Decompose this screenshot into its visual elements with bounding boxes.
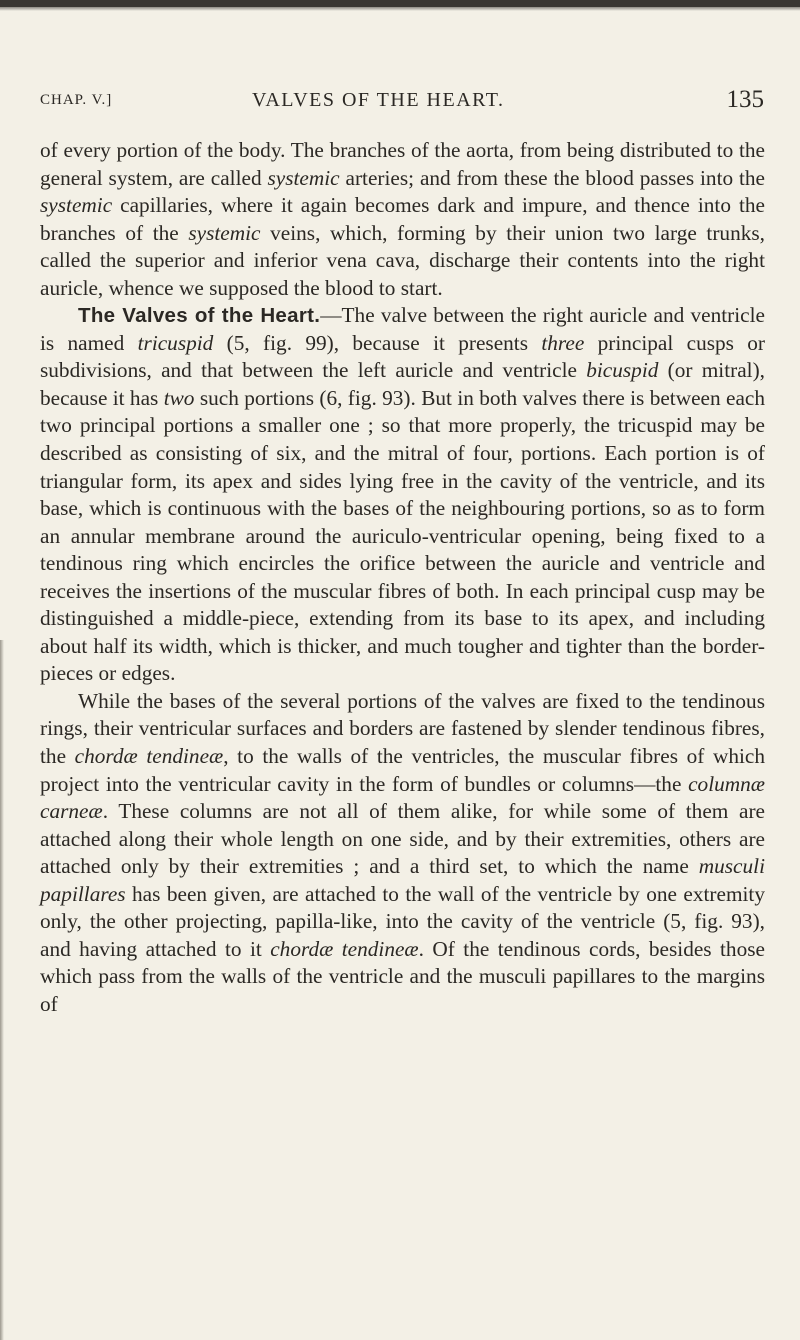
- text-run: arteries; and from these the blood passes into the: [339, 165, 766, 190]
- paragraph: [40, 302, 765, 688]
- text-run: . These columns are not all of them alike, for while some of them are attached along their whole length on one side, and by their extremities, others are attached only by their extremities ; and a third set, to which the name: [40, 799, 765, 879]
- page-top-edge-shadow: [0, 7, 800, 11]
- text-run: principal cusps or subdivisions, and that between the left auricle and ventricle: [40, 330, 766, 383]
- italic-term: chordæ tendineæ: [74, 744, 224, 769]
- italic-term: columnæ carneæ: [40, 771, 765, 824]
- italic-term: systemic: [188, 220, 261, 245]
- chapter-label: CHAP. V.]: [40, 92, 113, 108]
- text-run: has been given, are attached to the wall of the ventricle by one extremity only, the other projecting, papilla-like, into the cavity of the ventricle (5, fig. 93), and having attached to it: [40, 881, 765, 961]
- text-run: such portions (6, fig. 93). But in both valves there is between each two principal portions a smaller one ; so that more properly, the tricuspid may be described as consisting of six, and the mitral of four, portions. Each portion is of triangular form, its apex and sides lying free in the cavity of the ventricle, and its base, which is continuous with the bases of the neighbouring portions, so as to form an annular membrane around the auriculo-ventricular opening, being fixed to a tendinous ring which encircles the orifice between the auricle and ventricle and receives the insertions of the muscular fibres of both. In each principal cusp may be distinguished a middle-piece, extending from its base to its apex, and including about half its width, which is thicker, and much tougher and tighter than the border-pieces or edges.: [40, 385, 765, 686]
- italic-term: musculi papillares: [40, 854, 765, 906]
- page-left-edge-shadow: [0, 640, 4, 1340]
- paragraph: [40, 688, 765, 1019]
- page-number: 135: [726, 86, 764, 113]
- text-run: veins, which, forming by their union two large trunks, called the superior and inferior vena cava, discharge their contents into the right auricle, whence we supposed the blood to start.: [40, 220, 765, 300]
- italic-term: systemic: [267, 165, 340, 190]
- italic-term: two: [163, 385, 195, 410]
- text-run: While the bases of the several portions of the valves are fixed to the tendinous rings, their ventricular surfaces and borders are fastened by slender tendinous fibres, the: [40, 688, 765, 769]
- italic-term: chordæ tendineæ: [270, 936, 419, 961]
- text-run: —The valve between the right auricle and ventricle is named: [40, 303, 765, 355]
- page-top-edge: [0, 0, 800, 7]
- running-title: VALVES OF THE HEART.: [252, 89, 505, 111]
- text-run: capillaries, where it again becomes dark and impure, and thence into the branches of the: [40, 193, 765, 245]
- body-text: [40, 137, 765, 1019]
- text-run: of every portion of the body. The branches of the aorta, from being distributed to the general system, are called: [40, 138, 765, 190]
- italic-term: three: [541, 330, 585, 355]
- running-header: [40, 86, 764, 120]
- italic-term: tricuspid: [137, 330, 214, 355]
- text-run: . Of the tendinous cords, besides those which pass from the walls of the ventricle and the musculi papillares to the margins of: [40, 936, 765, 1016]
- italic-term: systemic: [40, 193, 113, 218]
- text-run: , to the walls of the ventricles, the muscular fibres of which project into the ventricular cavity in the form of bundles or columns—the: [40, 744, 765, 796]
- italic-term: bicuspid: [586, 358, 659, 383]
- section-heading: The Valves of the Heart.: [78, 304, 321, 328]
- text-run: (or mitral), because it has: [40, 358, 765, 410]
- text-run: (5, fig. 99), because it presents: [213, 330, 542, 355]
- paragraph: [40, 137, 765, 302]
